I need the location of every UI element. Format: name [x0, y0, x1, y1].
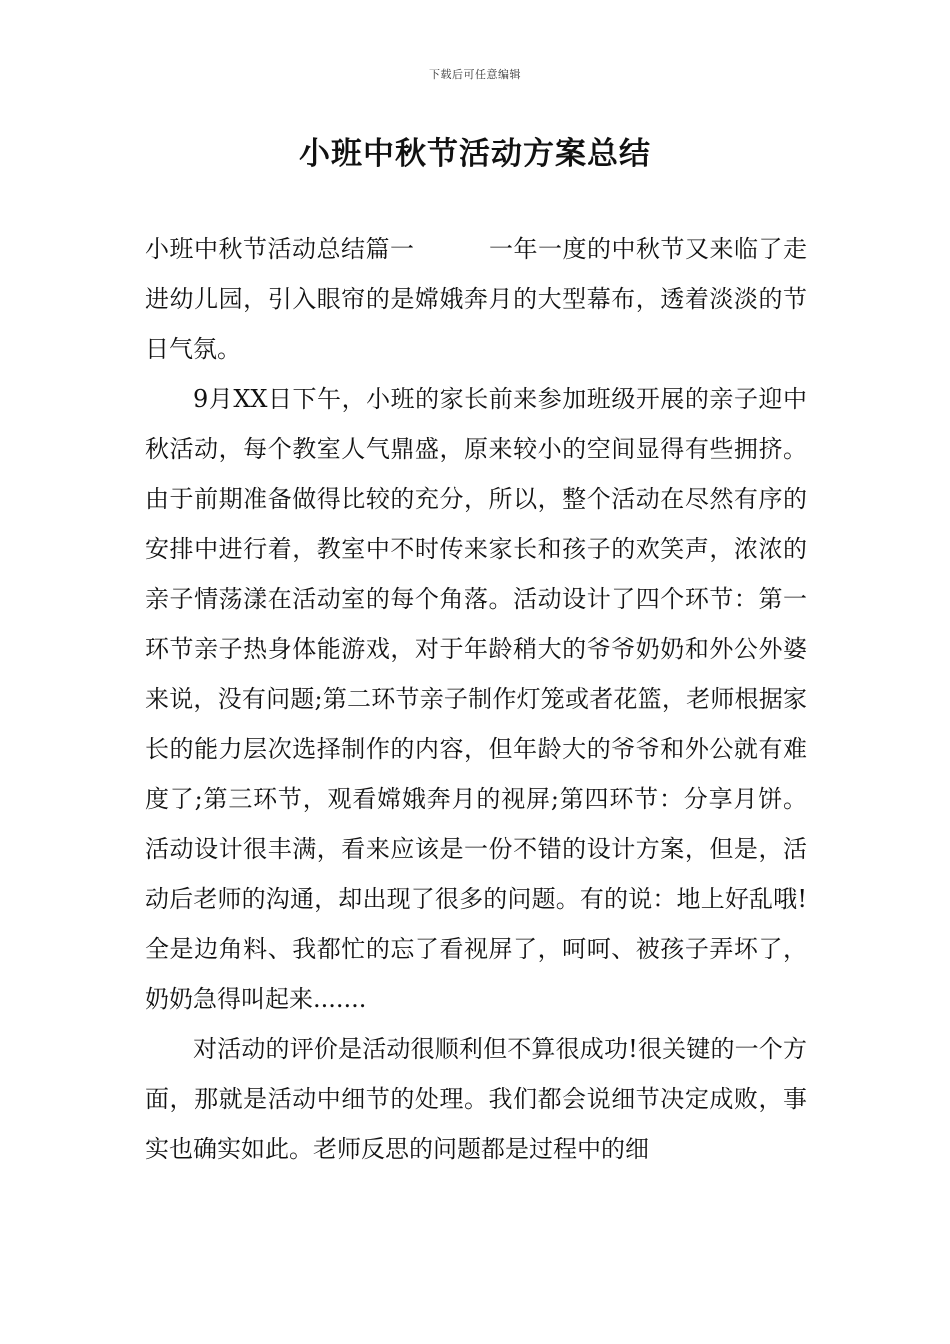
paragraph-1: [145, 224, 807, 374]
paragraph-1-text: 一年一度的中秋节又来临了走进幼儿园，引入眼帘的是嫦娥奔月的大型幕布，透着淡淡的节日气氛。: [145, 235, 807, 363]
section-heading: 小班中秋节活动总结篇一: [145, 235, 415, 263]
paragraph-2: 9月XX日下午，小班的家长前来参加班级开展的亲子迎中秋活动，每个教室人气鼎盛，原来较小的空间显得有些拥挤。由于前期准备做得比较的充分，所以，整个活动在尽然有序的安排中进行着，教室中不时传来家长和孩子的欢笑声，浓浓的亲子情荡漾在活动室的每个角落。活动设计了四个环节：第一环节亲子热身体能游戏，对于年龄稍大的爷爷奶奶和外公外婆来说，没有问题;第二环节亲子制作灯笼或者花篮，老师根据家长的能力层次选择制作的内容，但年龄大的爷爷和外公就有难度了;第三环节，观看嫦娥奔月的视屏;第四环节：分享月饼。活动设计很丰满，看来应该是一份不错的设计方案，但是，活动后老师的沟通，却出现了很多的问题。有的说：地上好乱哦!全是边角料、我都忙的忘了看视屏了，呵呵、被孩子弄坏了，奶奶急得叫起来.......: [145, 385, 807, 1013]
document-title: 小班中秋节活动方案总结: [299, 136, 651, 172]
page-header-note: 下载后可任意编辑: [429, 68, 521, 81]
document-body: [145, 224, 807, 1174]
paragraph-3: 对活动的评价是活动很顺利但不算很成功!很关键的一个方面，那就是活动中细节的处理。我们都会说细节决定成败，事实也确实如此。老师反思的问题都是过程中的细: [145, 1035, 807, 1163]
